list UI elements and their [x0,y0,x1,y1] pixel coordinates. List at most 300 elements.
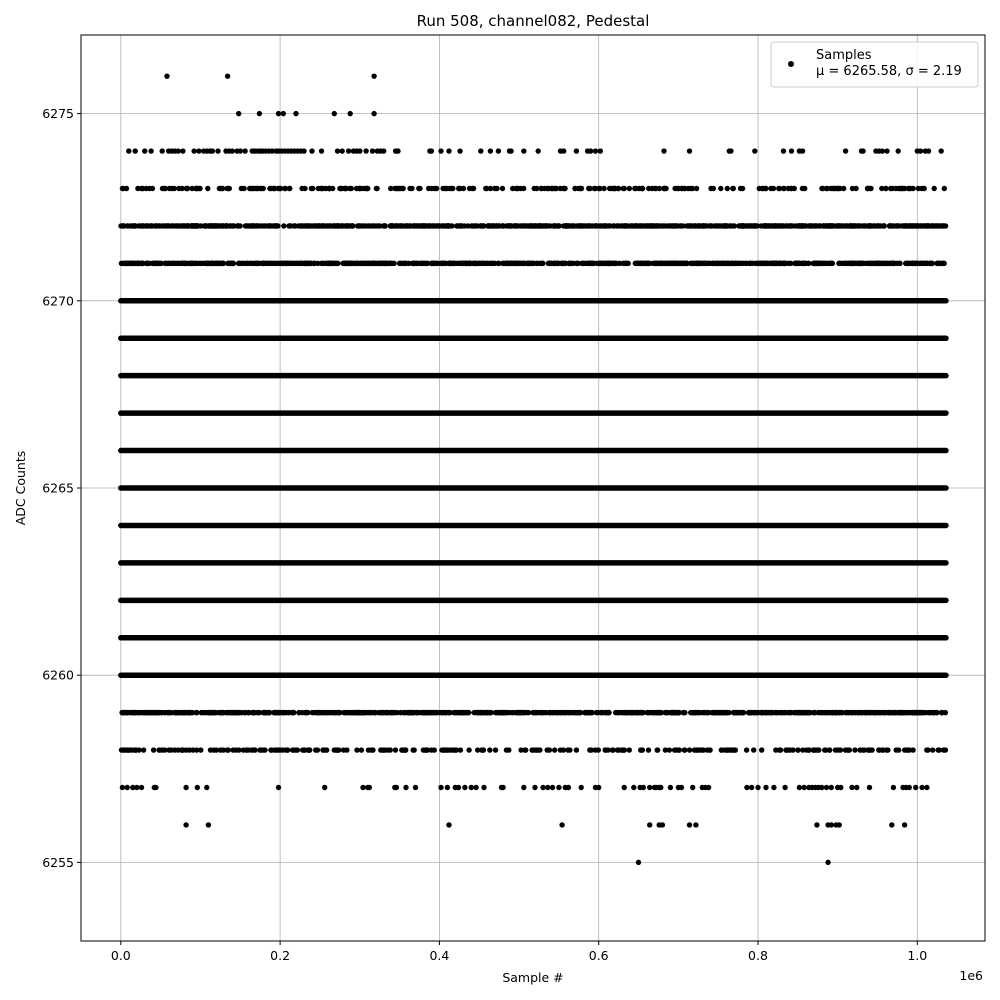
data-point [552,747,557,752]
data-point [657,186,662,191]
data-point [843,148,848,153]
data-point [205,261,210,266]
data-point [812,261,817,266]
data-point [164,73,169,78]
data-point [381,148,386,153]
data-point [475,710,480,715]
data-point [700,747,705,752]
y-axis-label: ADC Counts [13,450,28,526]
data-point [592,223,597,228]
data-point [837,822,842,827]
data-point [693,223,698,228]
data-point [926,710,931,715]
data-point [596,261,601,266]
data-point [491,223,496,228]
data-point [802,186,807,191]
data-point [261,710,266,715]
data-band-6258 [119,747,948,752]
data-point [890,261,895,266]
data-point [549,186,554,191]
data-point [849,223,854,228]
data-point [579,785,584,790]
data-point [545,785,550,790]
data-point [724,710,729,715]
data-point [939,148,944,153]
data-band-6271 [119,261,947,266]
data-point [546,261,551,266]
data-point [536,148,541,153]
data-point [320,186,325,191]
data-point [183,785,188,790]
data-point [254,261,259,266]
data-point [521,186,526,191]
data-point [119,747,124,752]
data-point [783,747,788,752]
data-point [940,261,945,266]
data-point [711,186,716,191]
data-point [740,710,745,715]
data-point [924,747,929,752]
data-point [677,223,682,228]
data-point [712,710,717,715]
data-point [755,785,760,790]
data-point [236,747,241,752]
data-point [594,710,599,715]
data-point [730,223,735,228]
data-point [126,148,131,153]
data-point [919,186,924,191]
data-point [303,223,308,228]
data-point [932,186,937,191]
data-point [148,223,153,228]
data-point [702,710,707,715]
data-point [828,710,833,715]
data-point [939,710,944,715]
data-point [139,785,144,790]
data-point [210,148,215,153]
data-point [871,710,876,715]
data-point [399,261,404,266]
data-point [907,223,912,228]
data-point [645,261,650,266]
data-point [910,186,915,191]
data-point [357,148,362,153]
data-point [867,785,872,790]
data-point [181,710,186,715]
data-point [792,710,797,715]
data-point [724,223,729,228]
data-point [687,822,692,827]
data-point [890,186,895,191]
data-point [388,747,393,752]
data-point [908,261,913,266]
data-point [254,186,259,191]
data-point [891,785,896,790]
data-point [800,148,805,153]
data-point [850,186,855,191]
data-point [227,186,232,191]
data-point [690,186,695,191]
data-point [879,186,884,191]
data-point [508,148,513,153]
data-point [372,223,377,228]
data-point [366,261,371,266]
data-point [521,785,526,790]
data-point [937,223,942,228]
data-point [682,747,687,752]
data-point [397,186,402,191]
data-point [854,785,859,790]
data-point [820,261,825,266]
data-point [262,223,267,228]
data-point [581,261,586,266]
data-point [589,747,594,752]
data-point [320,747,325,752]
data-point [456,186,461,191]
data-point [897,261,902,266]
data-point [763,785,768,790]
data-point [737,261,742,266]
data-point [487,710,492,715]
data-point [205,186,210,191]
data-point [122,710,127,715]
data-point [910,747,915,752]
data-point [622,785,627,790]
data-point [518,747,523,752]
data-point [281,111,286,116]
data-point [505,261,510,266]
data-point [887,223,892,228]
data-point [302,186,307,191]
x-tick-label: 0.2 [270,948,291,963]
data-point [744,747,749,752]
data-point [810,223,815,228]
data-point [354,747,359,752]
data-point [462,785,467,790]
data-point [134,785,139,790]
data-point [715,261,720,266]
data-point [325,261,330,266]
data-point [757,186,762,191]
data-point [441,747,446,752]
data-point [865,186,870,191]
data-point [527,223,532,228]
data-point [155,261,160,266]
data-point [494,710,499,715]
data-point [256,223,261,228]
data-point [613,261,618,266]
data-point [827,223,832,228]
data-point [574,747,579,752]
data-point [384,710,389,715]
data-point [763,186,768,191]
data-point [209,710,214,715]
data-point [845,261,850,266]
data-point [289,710,294,715]
data-point [541,710,546,715]
x-axis-offset-label: 1e6 [959,968,983,983]
data-point [327,186,332,191]
data-point [696,261,701,266]
data-point [797,785,802,790]
data-point [893,710,898,715]
data-point [532,785,537,790]
data-point [607,261,612,266]
data-point [647,710,652,715]
data-point [180,148,185,153]
data-point [781,148,786,153]
data-point [925,261,930,266]
data-point [920,710,925,715]
data-point [159,710,164,715]
data-point [504,747,509,752]
data-point [876,261,881,266]
data-point [907,785,912,790]
data-point [401,747,406,752]
data-point [693,710,698,715]
data-point [875,223,880,228]
data-point [606,710,611,715]
data-point [759,223,764,228]
data-point [277,186,282,191]
data-point [547,747,552,752]
data-point [849,785,854,790]
data-point [825,261,830,266]
data-point [770,710,775,715]
data-point [413,785,418,790]
data-point [432,747,437,752]
data-point [540,785,545,790]
data-point [184,186,189,191]
data-point [167,186,172,191]
data-point [690,785,695,790]
data-point [931,223,936,228]
data-point [141,747,146,752]
data-point [196,148,201,153]
data-point [750,223,755,228]
data-point [344,747,349,752]
data-point [422,261,427,266]
data-point [125,785,130,790]
data-point [383,261,388,266]
data-point [606,223,611,228]
data-point [230,148,235,153]
data-point [896,148,901,153]
data-point [627,186,632,191]
data-point [344,261,349,266]
data-point [783,710,788,715]
data-point [616,186,621,191]
data-point [412,223,417,228]
data-point [417,186,422,191]
data-point [724,747,729,752]
data-point [924,785,929,790]
data-point [631,785,636,790]
data-point [677,710,682,715]
data-point [438,785,443,790]
data-point [422,223,427,228]
data-point [759,747,764,752]
data-point [785,223,790,228]
data-point [487,747,492,752]
data-point [215,148,220,153]
data-point [466,747,471,752]
data-point [812,710,817,715]
data-point [476,261,481,266]
data-point [235,223,240,228]
data-point [856,261,861,266]
data-point [730,186,735,191]
data-point [533,710,538,715]
data-point [431,261,436,266]
data-point [749,785,754,790]
data-point [160,148,165,153]
legend-marker [788,61,794,67]
data-point [789,148,794,153]
data-point [414,261,419,266]
data-point [407,186,412,191]
data-point [201,710,206,715]
data-point [545,223,550,228]
data-point [510,710,515,715]
data-point [623,261,628,266]
data-point [636,186,641,191]
data-point [824,785,829,790]
data-point [162,747,167,752]
data-point [534,186,539,191]
data-point [224,223,229,228]
data-point [762,710,767,715]
data-point [304,710,309,715]
data-point [861,223,866,228]
data-point [629,710,634,715]
legend [771,42,978,87]
data-point [206,822,211,827]
data-point [168,710,173,715]
data-point [868,223,873,228]
data-point [247,186,252,191]
data-point [770,223,775,228]
data-band-6273 [120,186,947,191]
data-point [825,860,830,865]
data-point [857,747,862,752]
data-point [359,223,364,228]
data-point [671,261,676,266]
data-point [429,186,434,191]
data-point [458,261,463,266]
data-point [191,148,196,153]
data-point [373,710,378,715]
data-point [244,747,249,752]
data-point [516,186,521,191]
data-point [332,111,337,116]
y-tick-label: 6265 [42,480,74,496]
data-point [478,148,483,153]
data-point [462,710,467,715]
data-point [852,710,857,715]
data-point [220,261,225,266]
data-point [236,111,241,116]
data-point [225,747,230,752]
data-point [500,186,505,191]
data-point [276,785,281,790]
data-point [225,73,230,78]
data-point [367,710,372,715]
data-point [906,186,911,191]
data-point [204,785,209,790]
data-point [404,223,409,228]
data-point [242,148,247,153]
y-tick-label: 6255 [42,854,74,870]
data-point [182,223,187,228]
data-point [307,261,312,266]
data-point [782,186,787,191]
data-point [725,261,730,266]
data-point [598,148,603,153]
data-point [288,223,293,228]
data-point [663,186,668,191]
data-point [354,710,359,715]
x-tick-label: 0.0 [110,948,131,963]
data-point [699,223,704,228]
data-point [638,710,643,715]
data-point [884,261,889,266]
data-point [446,822,451,827]
data-point [249,747,254,752]
data-point [706,785,711,790]
x-tick-label: 0.8 [748,948,768,963]
data-point [214,261,219,266]
data-point [538,223,543,228]
data-point [838,785,843,790]
data-point [297,261,302,266]
data-point [586,261,591,266]
data-point [345,223,350,228]
data-point [192,223,197,228]
data-point [771,785,776,790]
data-point [438,148,443,153]
data-point [660,822,665,827]
data-point [658,785,663,790]
data-point [394,710,399,715]
data-point [825,186,830,191]
data-point [415,710,420,715]
data-point [319,148,324,153]
data-point [661,148,666,153]
data-point [444,186,449,191]
data-point [445,785,450,790]
data-point [470,223,475,228]
data-point [646,747,651,752]
data-point [542,186,547,191]
data-point [899,710,904,715]
data-point [262,747,267,752]
data-point [585,710,590,715]
x-tick-label: 0.4 [429,948,450,963]
data-point [281,223,286,228]
data-point [320,710,325,715]
data-point [819,785,824,790]
data-point [427,223,432,228]
data-point [140,186,145,191]
data-point [539,261,544,266]
data-point [596,186,601,191]
data-point [140,710,145,715]
data-point [179,747,184,752]
data-point [469,785,474,790]
data-point [194,710,199,715]
data-point [394,785,399,790]
